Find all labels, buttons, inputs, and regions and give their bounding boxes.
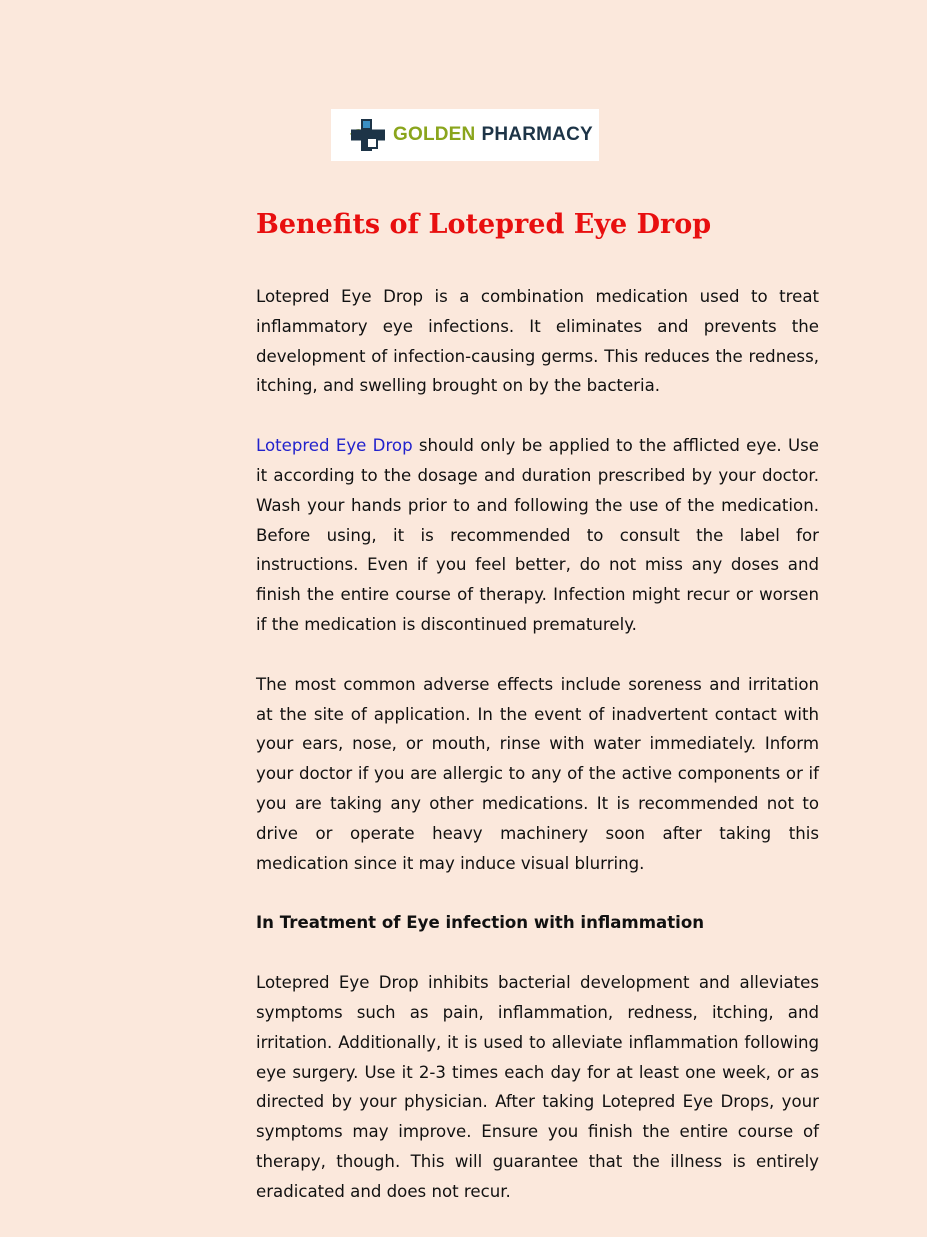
paragraph-treatment: Lotepred Eye Drop inhibits bacterial development and alleviates symptoms such as pain, inflammation, redness, itching, and irritation. Additionally, it is used to alleviate inflammation following eye surgery. Use it 2-3 times each day for at least one week, or as directed by your physician. After taking Lotepred Eye Drops, your symptoms may improve. Ensure you finish the entire course of therapy, though. This will guarantee that the illness is entirely eradicated and does not recur.	[256, 973, 819, 1201]
section-heading: In Treatment of Eye infection with inflammation	[256, 913, 705, 933]
paragraph-usage	[256, 431, 819, 640]
paragraph-intro: Lotepred Eye Drop is a combination medication used to treat inflammatory eye infections. It eliminates and prevents the development of infection-causing germs. This reduces the redness, itching, and swelling brought on by the bacteria.	[256, 287, 819, 396]
logo-text: GOLDEN PHARMACY	[393, 124, 593, 145]
lotepred-eye-drop-link[interactable]: Lotepred Eye Drop	[256, 436, 413, 456]
medical-cross-leaf-icon	[347, 118, 387, 152]
paragraph-side-effects: The most common adverse effects include soreness and irritation at the site of application. In the event of inadvertent contact with your ears, nose, or mouth, rinse with water immediately. Inform your doctor if you are allergic to any of the active components or if you are taking any other medications. It is recommended not to drive or operate heavy machinery soon after taking this medication since it may induce visual blurring.	[256, 674, 819, 873]
golden-pharmacy-logo	[331, 109, 599, 161]
paragraph-usage-text: should only be applied to the afflicted eye. Use it according to the dosage and duration prescribed by your doctor. Wash your hands prior to and following the use of the medication. Before using, it is recommended to consult the label for instructions. Even if you feel better, do not miss any doses and finish the entire course of therapy. Infection might recur or worsen if the medication is discontinued prematurely.	[256, 436, 819, 634]
page-title: Benefits of Lotepred Eye Drop	[256, 209, 712, 240]
article-body	[256, 282, 819, 1237]
